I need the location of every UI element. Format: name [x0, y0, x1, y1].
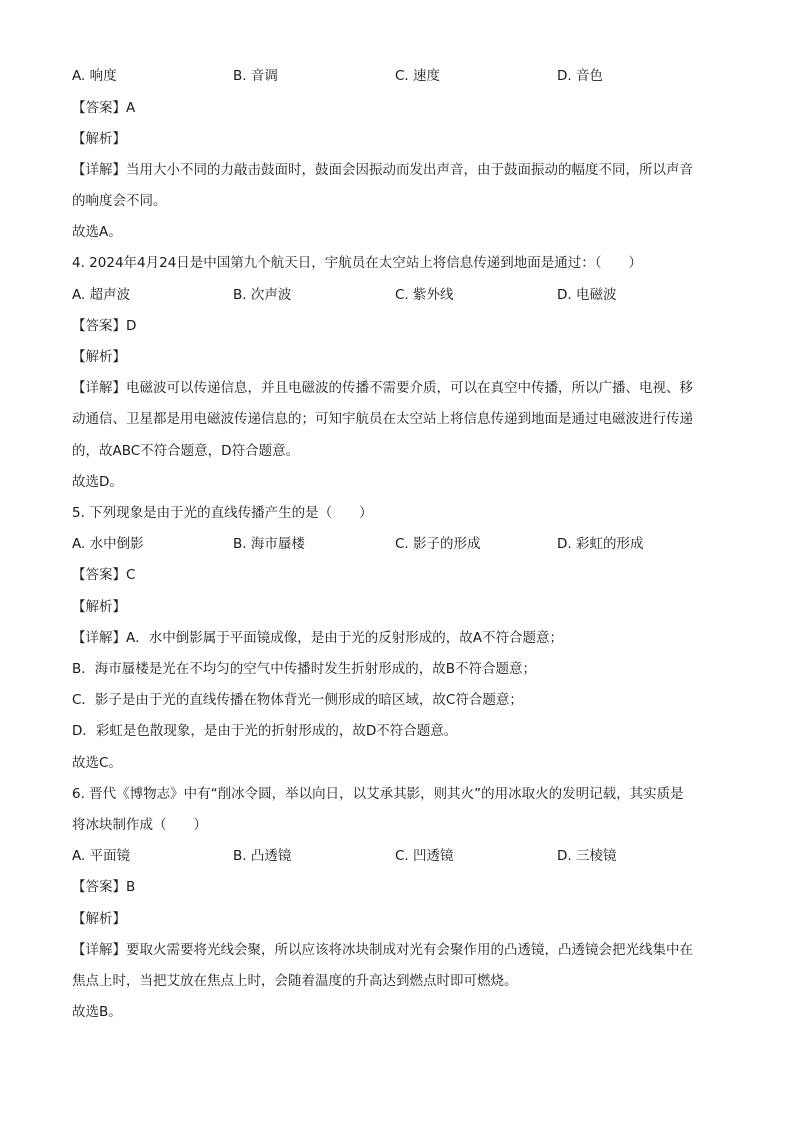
q6-option-a: A. 平面镜	[72, 848, 131, 864]
q3-options	[72, 66, 732, 86]
q6-choose: 故选B。	[72, 1004, 122, 1020]
q4-detail-line-1: 【详解】电磁波可以传递信息，并且电磁波的传播不需要介质，可以在真空中传播，所以广播、电视、移	[72, 380, 693, 396]
q6-detail-line-1: 【详解】要取火需要将光线会聚，所以应该将冰块制成对光有会聚作用的凸透镜，凸透镜会把光线集中在	[72, 942, 693, 958]
q5-options	[72, 534, 732, 554]
q5-analysis: 【解析】	[72, 599, 126, 615]
q4-detail-line-3: 的，故ABC不符合题意，D符合题意。	[72, 443, 300, 459]
q4-option-c: C. 紫外线	[395, 287, 454, 303]
q4-analysis: 【解析】	[72, 349, 126, 365]
q3-choose: 故选A。	[72, 224, 122, 240]
q3-option-c: C. 速度	[395, 68, 441, 84]
q5-stem: 5. 下列现象是由于光的直线传播产生的是（ ）	[72, 505, 373, 521]
q6-option-b: B. 凸透镜	[233, 848, 292, 864]
q3-analysis: 【解析】	[72, 131, 126, 147]
q4-stem: 4. 2024年4月24日是中国第九个航天日，宇航员在太空站上将信息传递到地面是通过：（ ）	[72, 255, 643, 271]
q3-option-d: D. 音色	[557, 68, 603, 84]
q5-detail-line-1: 【详解】A．水中倒影属于平面镜成像，是由于光的反射形成的，故A不符合题意；	[72, 630, 563, 646]
q3-detail-line-2: 的响度会不同。	[72, 193, 167, 209]
q4-option-b: B. 次声波	[233, 287, 292, 303]
q4-option-a: A. 超声波	[72, 287, 131, 303]
q6-options	[72, 846, 732, 866]
q5-choose: 故选C。	[72, 755, 122, 771]
q4-answer: 【答案】D	[72, 318, 137, 334]
q5-answer: 【答案】C	[72, 567, 136, 583]
q6-answer: 【答案】B	[72, 879, 136, 895]
q6-option-c: C. 凹透镜	[395, 848, 454, 864]
q3-answer: 【答案】A	[72, 100, 136, 116]
q6-option-d: D. 三棱镜	[557, 848, 617, 864]
q4-options	[72, 285, 732, 305]
q6-detail-line-2: 焦点上时，当把艾放在焦点上时，会随着温度的升高达到燃点时即可燃烧。	[72, 973, 518, 989]
q5-detail-line-4: D．彩虹是色散现象，是由于光的折射形成的，故D不符合题意。	[72, 723, 458, 739]
q5-option-d: D. 彩虹的形成	[557, 536, 644, 552]
q5-option-a: A. 水中倒影	[72, 536, 144, 552]
q6-stem-line-2: 将冰块制作成（ ）	[72, 817, 207, 833]
q4-choose: 故选D。	[72, 474, 123, 490]
q3-option-b: B. 音调	[233, 68, 278, 84]
q6-analysis: 【解析】	[72, 911, 126, 927]
q5-option-b: B. 海市蜃楼	[233, 536, 305, 552]
q6-stem-line-1: 6. 晋代《博物志》中有“削冰令圆，举以向日，以艾承其影，则其火”的用冰取火的发明记载，其实质是	[72, 786, 684, 802]
q3-detail-line-1: 【详解】当用大小不同的力敲击鼓面时，鼓面会因振动而发出声音，由于鼓面振动的幅度不同，所以声音	[72, 162, 693, 178]
q5-option-c: C. 影子的形成	[395, 536, 481, 552]
q5-detail-line-2: B．海市蜃楼是光在不均匀的空气中传播时发生折射形成的，故B不符合题意；	[72, 661, 537, 677]
q3-option-a: A. 响度	[72, 68, 117, 84]
q4-detail-line-2: 动通信、卫星都是用电磁波传递信息的；可知宇航员在太空站上将信息传递到地面是通过电磁波进行传递	[72, 411, 693, 427]
q4-option-d: D. 电磁波	[557, 287, 617, 303]
q5-detail-line-3: C．影子是由于光的直线传播在物体背光一侧形成的暗区域，故C符合题意；	[72, 692, 523, 708]
